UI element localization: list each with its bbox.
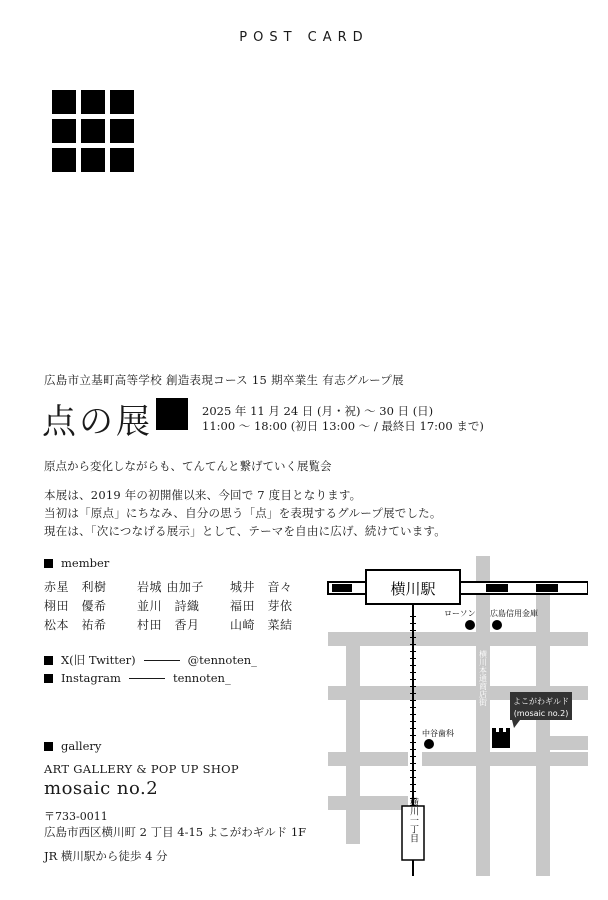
event-time: 11:00 ～ 18:00 (初日 13:00 ～ / 最終日 17:00 まで) [202,419,484,433]
x-handle[interactable]: @tennoten_ [187,653,257,667]
gallery-heading [44,739,101,753]
member-name: 城井 音々 [230,580,293,594]
map-street [536,586,550,876]
postal-code: 〒733-0011 [44,810,108,823]
dot-grid-logo [52,90,134,172]
dental-label: 中谷歯科 [422,729,454,738]
bank-label: 広島信用金庫 [490,609,538,618]
member-name: 福田 芽依 [230,599,293,613]
square-bullet-icon [44,559,53,568]
gallery-address: 広島市西区横川町 2 丁目 4-15 よこがわギルド 1F [44,825,307,839]
member-name: 赤星 利樹 [44,580,107,594]
gallery-name: mosaic no.2 [44,778,159,799]
guild-label: よこがわギルド [513,697,569,706]
event-subtitle: 広島市立基町高等学校 創造表現コース 15 期卒業生 有志グループ展 [44,373,404,387]
x-twitter-row [44,652,257,668]
station-label: 横川駅 [390,580,436,598]
member-name: 松本 祐希 [44,618,107,632]
member-heading [44,556,109,570]
gallery-building-icon [492,728,510,748]
map-street [328,796,408,810]
description-line: 当初は「原点」にちなみ、自分の思う「点」を表現するグループ展でした。 [44,506,442,520]
rail-segment [332,584,352,592]
member-heading-label: member [61,556,110,570]
tram-stop-label: 横川一丁目 [408,797,418,843]
bank-marker [492,620,502,630]
gallery-access: JR 横川駅から徒歩 4 分 [44,849,168,863]
member-name: 山崎 菜結 [230,618,293,632]
member-name: 村田 香月 [137,618,200,632]
event-title: 点の展 [42,402,153,442]
gallery-subtitle: ART GALLERY & POP UP SHOP [44,762,239,776]
dental-marker [424,739,434,749]
square-bullet-icon [44,742,53,751]
lawson-marker [465,620,475,630]
callout-pointer [512,720,520,728]
map-street [476,556,490,876]
instagram-row [44,671,231,685]
map-street [550,736,588,750]
map-street [346,632,360,844]
description-line: 本展は、2019 年の初開催以来、今回で 7 度目となります。 [44,488,362,502]
rail-segment [536,584,558,592]
guild-sublabel: (mosaic no.2) [513,709,569,718]
square-bullet-icon [44,656,53,665]
postcard-label: POST CARD [239,30,369,45]
map-street [328,752,408,766]
dash-line [144,660,180,661]
lawson-label: ローソン [444,609,476,618]
x-label: X(旧 Twitter) [61,653,136,667]
map-street [422,752,588,766]
member-name: 岩城 由加子 [137,580,204,594]
member-name: 並川 詩織 [137,599,200,613]
description-line: 現在は、「次につなげる展示」として、テーマを自由に広げ、続けています。 [44,524,446,538]
member-name: 栩田 優希 [44,599,107,613]
event-tagline: 原点から変化しながらも、てんてんと繋げていく展覧会 [44,459,332,473]
street-label: 横川本通商店街 [478,650,488,706]
dash-line [129,678,165,679]
instagram-handle[interactable]: tennoten_ [172,671,231,685]
title-square-mark [156,398,188,430]
access-map [326,556,588,876]
square-bullet-icon [44,674,53,683]
instagram-label: Instagram [61,671,121,685]
event-date: 2025 年 11 月 24 日 (月・祝) ～ 30 日 (日) [202,404,434,418]
gallery-heading-label: gallery [61,739,102,753]
rail-segment [486,584,508,592]
